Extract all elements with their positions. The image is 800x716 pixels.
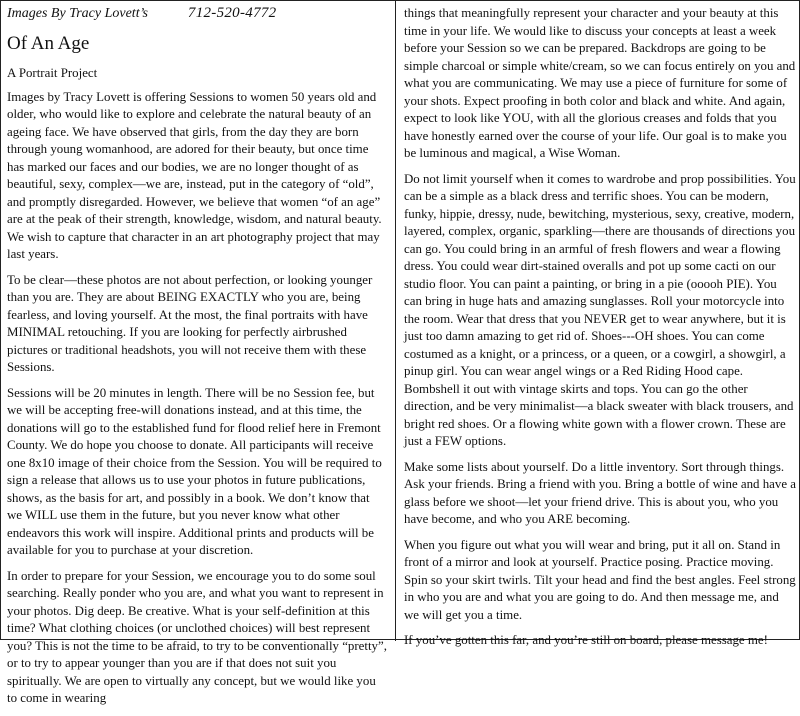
left-column bbox=[7, 5, 387, 716]
page-title: Of An Age bbox=[7, 33, 90, 54]
studio-name: Images By Tracy Lovett’s bbox=[7, 6, 148, 21]
paragraph-wardrobe: Do not limit yourself when it comes to wardrobe and prop possibilities. You can be a simple as a black dress and terrific shoes. You can be modern, funky, hippie, dressy, nude, bewitching, mysterious, sexy, creative, modern, layered, complex, organic, sparkling—there are thousands of directions you can go. You could bring in an armful of fresh flowers and wear a flowing dress. You could wear dirt-stained overalls and pot up some cacti on our studio floor. You can paint a painting, or bring in a pie (ooooh PIE). You can bring in huge hats and amazing sunglasses. Roll your motorcycle into the room. Wear that dress that you NEVER get to wear anywhere, but it is just too damn amazing to get rid of. Shoes---OH shoes. You can come costumed as a knight, or a princess, or a queen, or a cowgirl, a showgirl, a pinup girl. You can wear angel wings or a Red Riding Hood cape. Bombshell it out with vintage skirts and tops. You can go the other direction, and be very minimalist—a black sweater with black trousers, and bright red shoes. Or a flowing white gown with a flower crown. These are just a FEW options. bbox=[404, 171, 796, 448]
paragraph-intro: Images by Tracy Lovett is offering Sessions to women 50 years old and older, who would like to explore and celebrate the natural beauty of an ageing face. We have observed that girls, from the day they are born through young womanhood, are adored for their beauty, but once time has marked our faces and our bodies, we are no longer thought of as beautiful, sexy, complex—we are, instead, put in the category of “old”, and promptly disregarded. However, we believe that women “of an age” are at the peak of their strength, knowledge, wisdom, and natural beauty. We wish to capture that character in an art photography project that may last years. bbox=[7, 89, 382, 261]
paragraph-prepare: In order to prepare for your Session, we encourage you to do some soul searching. Really ponder who you are, and what you want to represent in your photos. Dig deep. Be creative. What is your self-definition at this time? What clothing choices (or unclothed choices) will best represent you? This is not the time to be afraid, to try to be conventionally “pretty”, or to try to appear younger than you are if that does not suit you spiritually. We are open to virtually any concept, but we would like you to come in wearing bbox=[7, 568, 387, 705]
phone-number: 712-520-4772 bbox=[187, 5, 277, 21]
right-column bbox=[404, 5, 796, 658]
paragraph-sessions: Sessions will be 20 minutes in length. There will be no Session fee, but we will be accepting free-will donations instead, and at this time, the donations will go to the established fund for flood relief here in Fremont County. We do hope you choose to donate. All participants will receive one 8x10 image of their choice from the Session. You will be required to sign a release that allows us to use your photos in future publications, shows, as the basis for art, and possibly in a book. We don’t know that we WILL use them in the future, but you never know what other endeavors this work will inspire. Additional prints and products will be available for you to purchase at your discretion. bbox=[7, 385, 382, 557]
header bbox=[7, 5, 387, 29]
paragraph-lists: Make some lists about yourself. Do a little inventory. Sort through things. Ask your friends. Bring a friend with you. Bring a bottle of wine and have a glass before we shoot—let your friend drive. This is about you, who you have become, and who you ARE becoming. bbox=[404, 459, 796, 526]
paragraph-mirror: When you figure out what you will wear and bring, put it all on. Stand in front of a mirror and look at yourself. Practice posing. Practice moving. Spin so your skirt twirls. Tilt your head and find the best angles. Feel strong in who you are and what you are going to do. And then message me, and we will get you a time. bbox=[404, 537, 796, 622]
column-divider bbox=[395, 1, 396, 641]
paragraph-prepare-continued: things that meaningfully represent your character and your beauty at this time in your life. We would like to discuss your concepts at least a week before your Session so we can be prepared. Backdrops are going to be simple charcoal or simple white/cream, so we can focus entirely on you and what you are communicating. We may use a piece of furniture for some of your shots. Expect proofing in both color and black and white. And again, expect to look like YOU, with all the glorious creases and folds that you have honestly earned over the course of your life. Our goal is to make you be luminous and magical, a Wise Woman. bbox=[404, 6, 796, 160]
paragraph-clarity: To be clear—these photos are not about perfection, or looking younger than you are. They are about BEING EXACTLY who you are, being fearless, and loving yourself. At the most, the final portraits with have MINIMAL retouching. If you are looking for perfectly airbrushed pictures or traditional headshots, you will not receive them with these Sessions. bbox=[7, 272, 373, 374]
paragraph-closing: If you’ve gotten this far, and you’re still on board, please message me! bbox=[404, 633, 768, 647]
page-subtitle: A Portrait Project bbox=[7, 66, 98, 80]
